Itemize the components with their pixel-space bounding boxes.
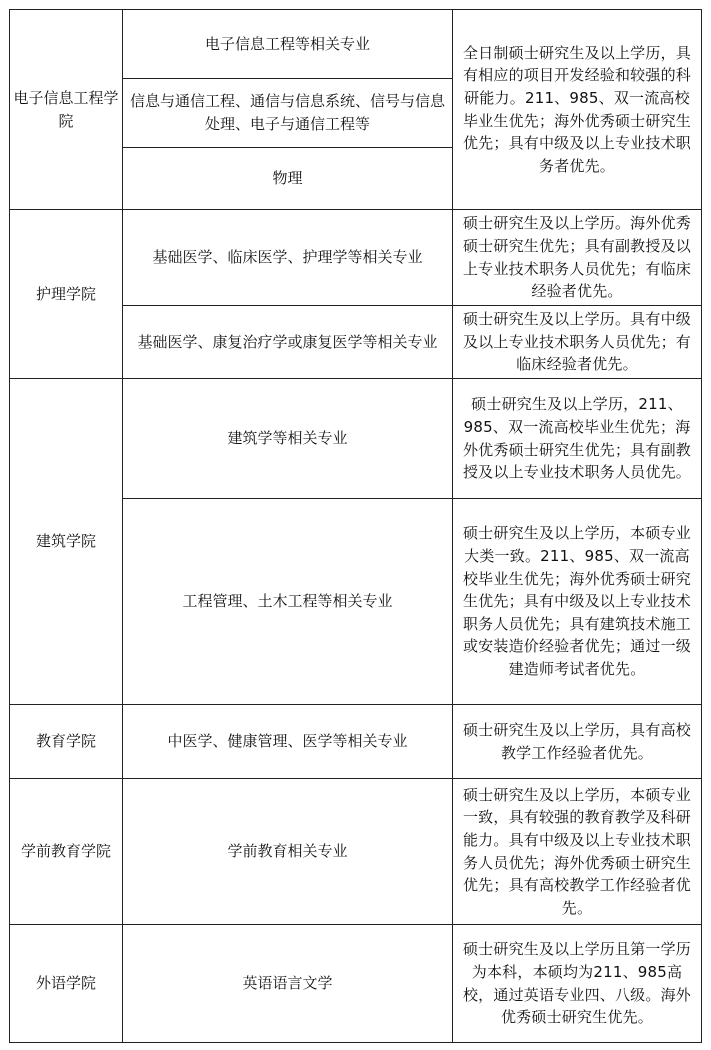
table-row <box>10 210 702 306</box>
major-cell: 基础医学、康复治疗学或康复医学等相关专业 <box>123 306 453 379</box>
table-row <box>10 379 702 499</box>
major-cell: 信息与通信工程、通信与信息系统、信号与信息处理、电子与通信工程等 <box>123 79 453 148</box>
requirement-cell: 硕士研究生及以上学历，本硕专业一致，具有较强的教育教学及科研能力。具有中级及以上专业技术职务人员优先；海外优秀硕士研究生优先；具有高校教学工作经验者优先。 <box>453 779 702 925</box>
table-row <box>10 779 702 925</box>
table-row <box>10 10 702 79</box>
recruitment-table <box>9 9 702 1043</box>
major-cell: 工程管理、土木工程等相关专业 <box>123 499 453 705</box>
requirement-cell: 全日制硕士研究生及以上学历，具有相应的项目开发经验和较强的科研能力。211、985、双一流高校毕业生优先；海外优秀硕士研究生优先；具有中级及以上专业技术职务者优先。 <box>453 10 702 210</box>
table-row <box>10 925 702 1043</box>
college-name: 教育学院 <box>10 705 123 779</box>
major-cell: 基础医学、临床医学、护理学等相关专业 <box>123 210 453 306</box>
major-cell: 物理 <box>123 148 453 210</box>
major-cell: 学前教育相关专业 <box>123 779 453 925</box>
requirement-cell: 硕士研究生及以上学历，本硕专业大类一致。211、985、双一流高校毕业生优先；海外优秀硕士研究生优先；具有中级及以上专业技术职务人员优先；具有建筑技术施工或安装造价经验者优先；通过一级建造师考试者优先。 <box>453 499 702 705</box>
major-cell: 电子信息工程等相关专业 <box>123 10 453 79</box>
table-row <box>10 705 702 779</box>
college-name: 护理学院 <box>10 210 123 379</box>
requirement-cell: 硕士研究生及以上学历且第一学历为本科，本硕均为211、985高校，通过英语专业四、八级。海外优秀硕士研究生优先。 <box>453 925 702 1043</box>
college-name: 学前教育学院 <box>10 779 123 925</box>
college-name: 电子信息工程学院 <box>10 10 123 210</box>
requirement-cell: 硕士研究生及以上学历。具有中级及以上专业技术职务人员优先；有临床经验者优先。 <box>453 306 702 379</box>
requirement-cell: 硕士研究生及以上学历，211、985、双一流高校毕业生优先；海外优秀硕士研究生优先；具有副教授及以上专业技术职务人员优先。 <box>453 379 702 499</box>
major-cell: 建筑学等相关专业 <box>123 379 453 499</box>
major-cell: 英语语言文学 <box>123 925 453 1043</box>
requirement-cell: 硕士研究生及以上学历。海外优秀硕士研究生优先；具有副教授及以上专业技术职务人员优先；有临床经验者优先。 <box>453 210 702 306</box>
college-name: 外语学院 <box>10 925 123 1043</box>
major-cell: 中医学、健康管理、医学等相关专业 <box>123 705 453 779</box>
requirement-cell: 硕士研究生及以上学历，具有高校教学工作经验者优先。 <box>453 705 702 779</box>
college-name: 建筑学院 <box>10 379 123 705</box>
